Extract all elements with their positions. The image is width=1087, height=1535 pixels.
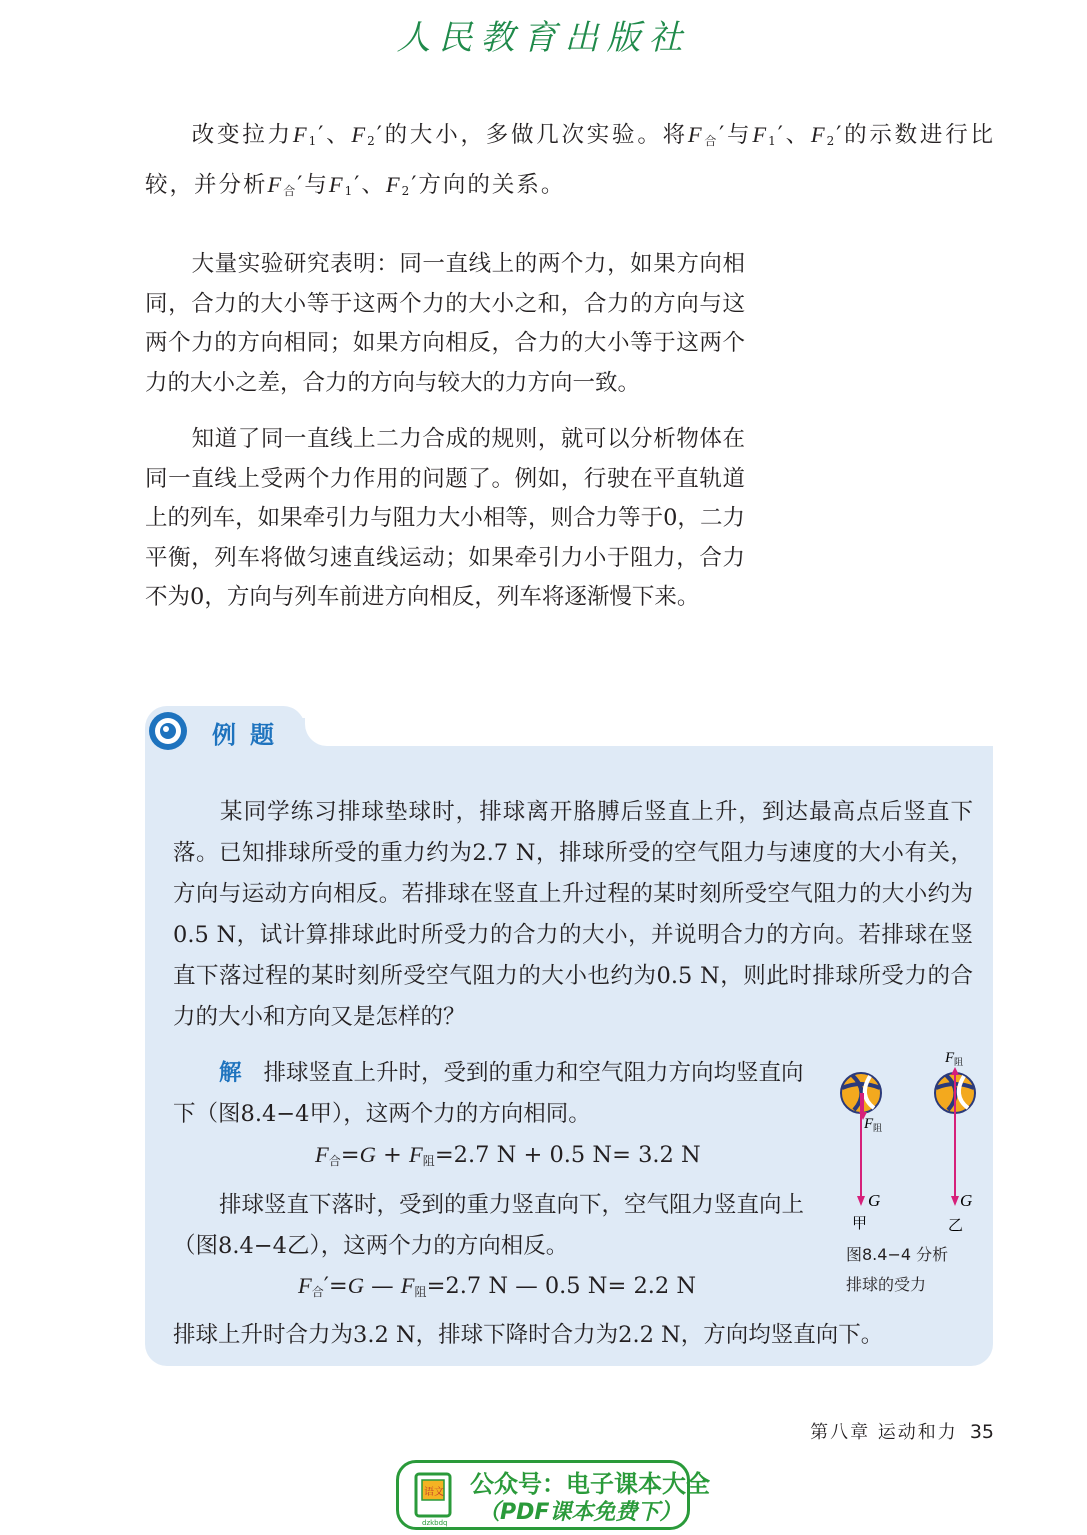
- var-f: F: [687, 122, 704, 147]
- prime: ′: [836, 122, 844, 148]
- icon-sub: dzkbdq: [422, 1519, 448, 1527]
- sub: 1: [308, 134, 319, 148]
- var-f: F: [351, 122, 368, 147]
- sub: 合: [328, 1154, 341, 1168]
- var-f: F: [292, 122, 309, 147]
- sep: 、: [325, 122, 352, 148]
- label-g-jia: G: [868, 1191, 881, 1210]
- var-f: F: [298, 1273, 312, 1298]
- var-f: F: [315, 1142, 329, 1167]
- var-f: F: [328, 172, 345, 197]
- eq: =: [328, 1273, 348, 1299]
- text-run: 排球竖直下落时，受到的重力竖直向下，空气阻力竖直向上（图8.4−4乙），这两个力的方向相反。: [173, 1192, 805, 1259]
- sep: 、: [361, 172, 386, 198]
- sub: 合: [283, 184, 298, 198]
- book-icon: [410, 1470, 458, 1528]
- paragraph-application: [145, 420, 745, 618]
- text-run: 大量实验研究表明：同一直线上的两个力，如果方向相同，合力的大小等于这两个力的大小之和，合力的方向与这两个力的方向相同；如果方向相反，合力的大小等于这两个力的大小之差，合力的方向与较大的力方向一致。: [145, 251, 745, 396]
- page-number: 35: [969, 1421, 994, 1443]
- prime: ′: [376, 122, 384, 148]
- sub: 2: [401, 184, 412, 198]
- prime: ′: [354, 172, 362, 198]
- label-yi: 乙: [948, 1216, 964, 1234]
- prime: ′: [411, 172, 419, 198]
- target-icon: [146, 709, 190, 753]
- prime: ′: [719, 122, 727, 148]
- var-g: G: [359, 1142, 376, 1167]
- solution-part2: [173, 1185, 813, 1267]
- sub: 合: [311, 1285, 324, 1299]
- var-g: G: [347, 1273, 364, 1298]
- sub: 1: [768, 134, 778, 148]
- watermark-line1: 公众号：电子课本大全: [470, 1470, 710, 1498]
- prime: ′: [318, 122, 326, 148]
- label-g-yi: G: [960, 1191, 973, 1210]
- watermark-line2: （PDF课本免费下）: [478, 1500, 682, 1525]
- chapter-title: 第八章 运动和力: [810, 1422, 958, 1443]
- var-f: F: [810, 122, 827, 147]
- var-f: F: [752, 122, 769, 147]
- text-run: 与: [304, 172, 329, 198]
- sep: 、: [784, 122, 811, 148]
- eq-rest: =2.7 N — 0.5 N= 2.2 N: [426, 1273, 697, 1299]
- publisher-logo-text: 人民教育出版社: [396, 18, 691, 58]
- icon-text: 语文: [424, 1487, 444, 1498]
- sub: 合: [703, 134, 720, 148]
- plus: +: [375, 1142, 410, 1168]
- equation-fall: [298, 1273, 696, 1300]
- sub: 阻: [873, 1124, 883, 1134]
- minus: —: [363, 1273, 401, 1299]
- example-problem: [173, 792, 973, 1038]
- example-label: 例题: [212, 721, 288, 749]
- text-run: 改变拉力: [191, 122, 293, 148]
- paragraph-conclusion: [145, 245, 745, 403]
- caption-line: 排球的受力: [846, 1275, 927, 1294]
- label-fzu-yi: F: [945, 1050, 955, 1066]
- text-run: 知道了同一直线上二力合成的规则，就可以分析物体在同一直线上受两个力作用的问题了。例如，行驶在平直轨道上的列车，如果牵引力与阻力大小相等，则合力等于0，二力平衡，列车将做匀速直线运动；如果牵引力小于阻力，合力不为0，方向与列车前进方向相反，列车将逐渐慢下来。: [145, 426, 745, 610]
- example-conclusion: 排球上升时合力为3.2 N，排球下降时合力为2.2 N，方向均竖直向下。: [173, 1322, 884, 1348]
- sub: 阻: [422, 1154, 435, 1168]
- var-f: F: [385, 172, 402, 197]
- text-run: 方向的关系。: [418, 172, 566, 198]
- text-run: 的大小，多做几次实验。将: [383, 122, 688, 148]
- solution-part1: [173, 1053, 813, 1135]
- prime: ′: [297, 172, 305, 198]
- var-f: F: [409, 1142, 423, 1167]
- prime: ′: [323, 1273, 329, 1299]
- caption-line: 图8.4−4 分析: [846, 1245, 949, 1264]
- sub: 2: [826, 134, 837, 148]
- label-jia: 甲: [852, 1214, 868, 1232]
- text-run: 与: [726, 122, 753, 148]
- sub: 2: [367, 134, 377, 148]
- example-box-tab-cutout: [305, 706, 1005, 746]
- page-footer: [810, 1418, 994, 1444]
- text-run: 排球竖直上升时，受到的重力和空气阻力方向均竖直向下（图8.4−4甲），这两个力的方向相同。: [173, 1060, 804, 1127]
- equation-rise: [315, 1142, 701, 1169]
- eq-rest: =2.7 N + 0.5 N= 3.2 N: [434, 1142, 701, 1168]
- paragraph-experiment: [145, 113, 995, 213]
- text-run: 的示数进行比较，并分析: [145, 122, 995, 198]
- var-f: F: [267, 172, 284, 197]
- sub: 1: [344, 184, 355, 198]
- sub: 阻: [954, 1058, 964, 1068]
- text-run: 某同学练习排球垫球时，排球离开胳膊后竖直上升，到达最高点后竖直下落。已知排球所受的重力约为2.7 N，排球所受的空气阻力与速度的大小有关，方向与运动方向相反。若排球在竖直上升过程的某时刻所受空气阻力的大小约为0.5 N，试计算排球此时所受力的合力的大小，并说明合力的方向。若排球在竖直下落过程的某时刻所受空气阻力的大小也约为0.5 N，则此时排球所受力的合力的大小和方向又是怎样的？: [173, 799, 973, 1030]
- figure-caption: [846, 1240, 948, 1300]
- var-f: F: [400, 1273, 415, 1298]
- label-fzu-jia: F: [864, 1116, 874, 1132]
- prime: ′: [777, 122, 785, 148]
- sub: 阻: [414, 1285, 427, 1299]
- solution-label: 解: [219, 1060, 242, 1086]
- eq: =: [340, 1142, 360, 1168]
